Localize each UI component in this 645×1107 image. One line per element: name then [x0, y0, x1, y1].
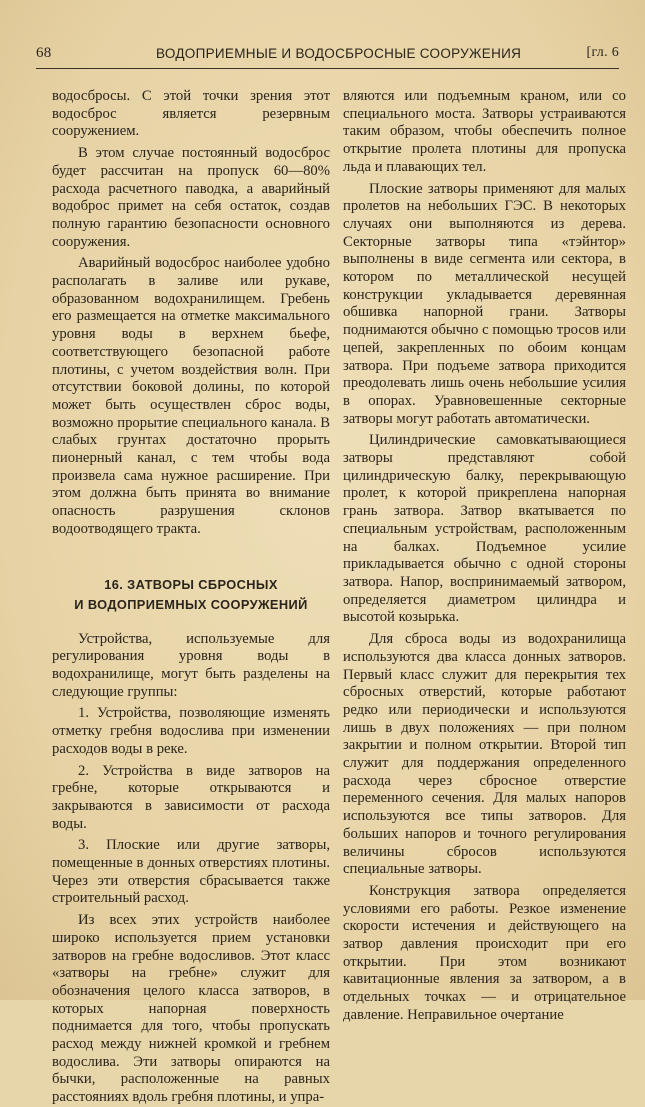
list-item: 3. Плоские или другие затворы, помещенные в донных отверстиях плотины. Через эти отверстия сбрасывается также строительный расход.	[52, 837, 330, 907]
chapter-marker: [гл. 6	[586, 45, 619, 60]
paragraph: Устройства, используемые для регулирования уровня воды в водохранилище, могут быть разделены на следующие группы:	[52, 630, 330, 700]
list-item: 2. Устройства в виде затворов на гребне, которые открываются и закрываются в зависимости от расхода воды.	[52, 762, 330, 832]
section-heading	[52, 575, 330, 615]
running-header	[36, 42, 619, 69]
section-heading-line: И ВОДОПРИЕМНЫХ СООРУЖЕНИЙ	[74, 596, 308, 612]
paragraph: Цилиндрические самовкатывающиеся затворы представляют собой цилиндрическую балку, перекрывающую пролет, к которой прикреплена напорная грань затвора. Затвор вкатывается по специальным устройствам, расположенным на балках. Подъемное усилие прикладывается обычно с одной стороны затвора. Напор, воспринимаемый затвором, определяется диаметром цилиндра и высотой козырька.	[343, 432, 626, 626]
paragraph: Плоские затворы применяют для малых пролетов на небольших ГЭС. В некоторых случаях они выполняются из дерева. Секторные затворы типа «тэйнтор» выполнены в виде сегмента или сектора, в котором по металлической несущей конструкции укладывается деревянная обшивка напорной грани. Затворы поднимаются обычно с помощью тросов или цепей, закрепленных по обоим концам затвора. При подъеме затвора приходится преодолевать лишь очень небольшие усилия в опорах. Уравновешенные секторные затворы могут работать автоматически.	[343, 180, 626, 427]
paragraph: Из всех этих устройств наиболее широко используется прием установки затворов на гребне водосливов. Этот класс «затворы на гребне» служит для обозначения целого класса затворов, в которых напорная поверхность поднимается для того, чтобы пропускать расход между нижней кромкой и гребнем водослива. Эти затворы опираются на бычки, расположенные на равных расстояниях вдоль гребня плотины, и упра-	[52, 912, 330, 1106]
paragraph: В этом случае постоянный водосброс будет рассчитан на пропуск 60—80% расхода расчетного паводка, а аварийный водоброс примет на себя остаток, создав полную гарантию безопасности основного сооружения.	[52, 145, 330, 250]
left-column	[52, 88, 330, 1107]
paragraph: водосбросы. С этой точки зрения этот водосброс является резервным сооружением.	[52, 88, 330, 140]
paragraph: Для сброса воды из водохранилища используются два класса донных затворов. Первый класс служит для перекрытия тех сбросных отверстий, которые работают редко или периодически и используются лишь в двух положениях — при полном закрытии и полном открытии. Второй тип служит для поддержания определенного расхода через сбросное отверстие переменного сечения. Для малых напоров используются все типы затворов. Для больших напоров и точного регулирования величины сбросов используются специальные затворы.	[343, 631, 626, 878]
running-title: ВОДОПРИЕМНЫЕ И ВОДОСБРОСНЫЕ СООРУЖЕНИЯ	[156, 46, 522, 61]
paragraph: Аварийный водосброс наиболее удобно располагать в заливе или рукаве, образованном водохранилищем. Гребень его размещается на отметке максимального уровня воды в верхнем бьефе, соответствующего безопасной работе плотины, с учетом воздействия волн. При отсутствии боковой долины, по которой может быть осуществлен сброс воды, возможно прорытие специального канала. В слабых грунтах достаточно прорыть пионерный канал, с тем чтобы вода произвела сама нужное расширение. При этом должна быть принята во внимание опасность разрушения склонов водоотводящего тракта.	[52, 255, 330, 537]
section-heading-line: 16. ЗАТВОРЫ СБРОСНЫХ	[104, 576, 278, 592]
paragraph: Конструкция затвора определяется условиями его работы. Резкое изменение скорости истечения и действующего на затвор давления происходит при его открытии. При этом возникают кавитационные явления за затвором, а в отдельных точках — и отрицательное давление. Неправильное очертание	[343, 882, 626, 1023]
list-item: 1. Устройства, позволяющие изменять отметку гребня водослива при изменении расходов воды в реке.	[52, 705, 330, 757]
paragraph: вляются или подъемным краном, или со специального моста. Затворы устраиваются таким образом, чтобы обеспечить полное открытие пролета плотины для пропуска льда и плавающих тел.	[343, 88, 626, 175]
page-number: 68	[36, 45, 52, 61]
right-column	[343, 88, 626, 1025]
